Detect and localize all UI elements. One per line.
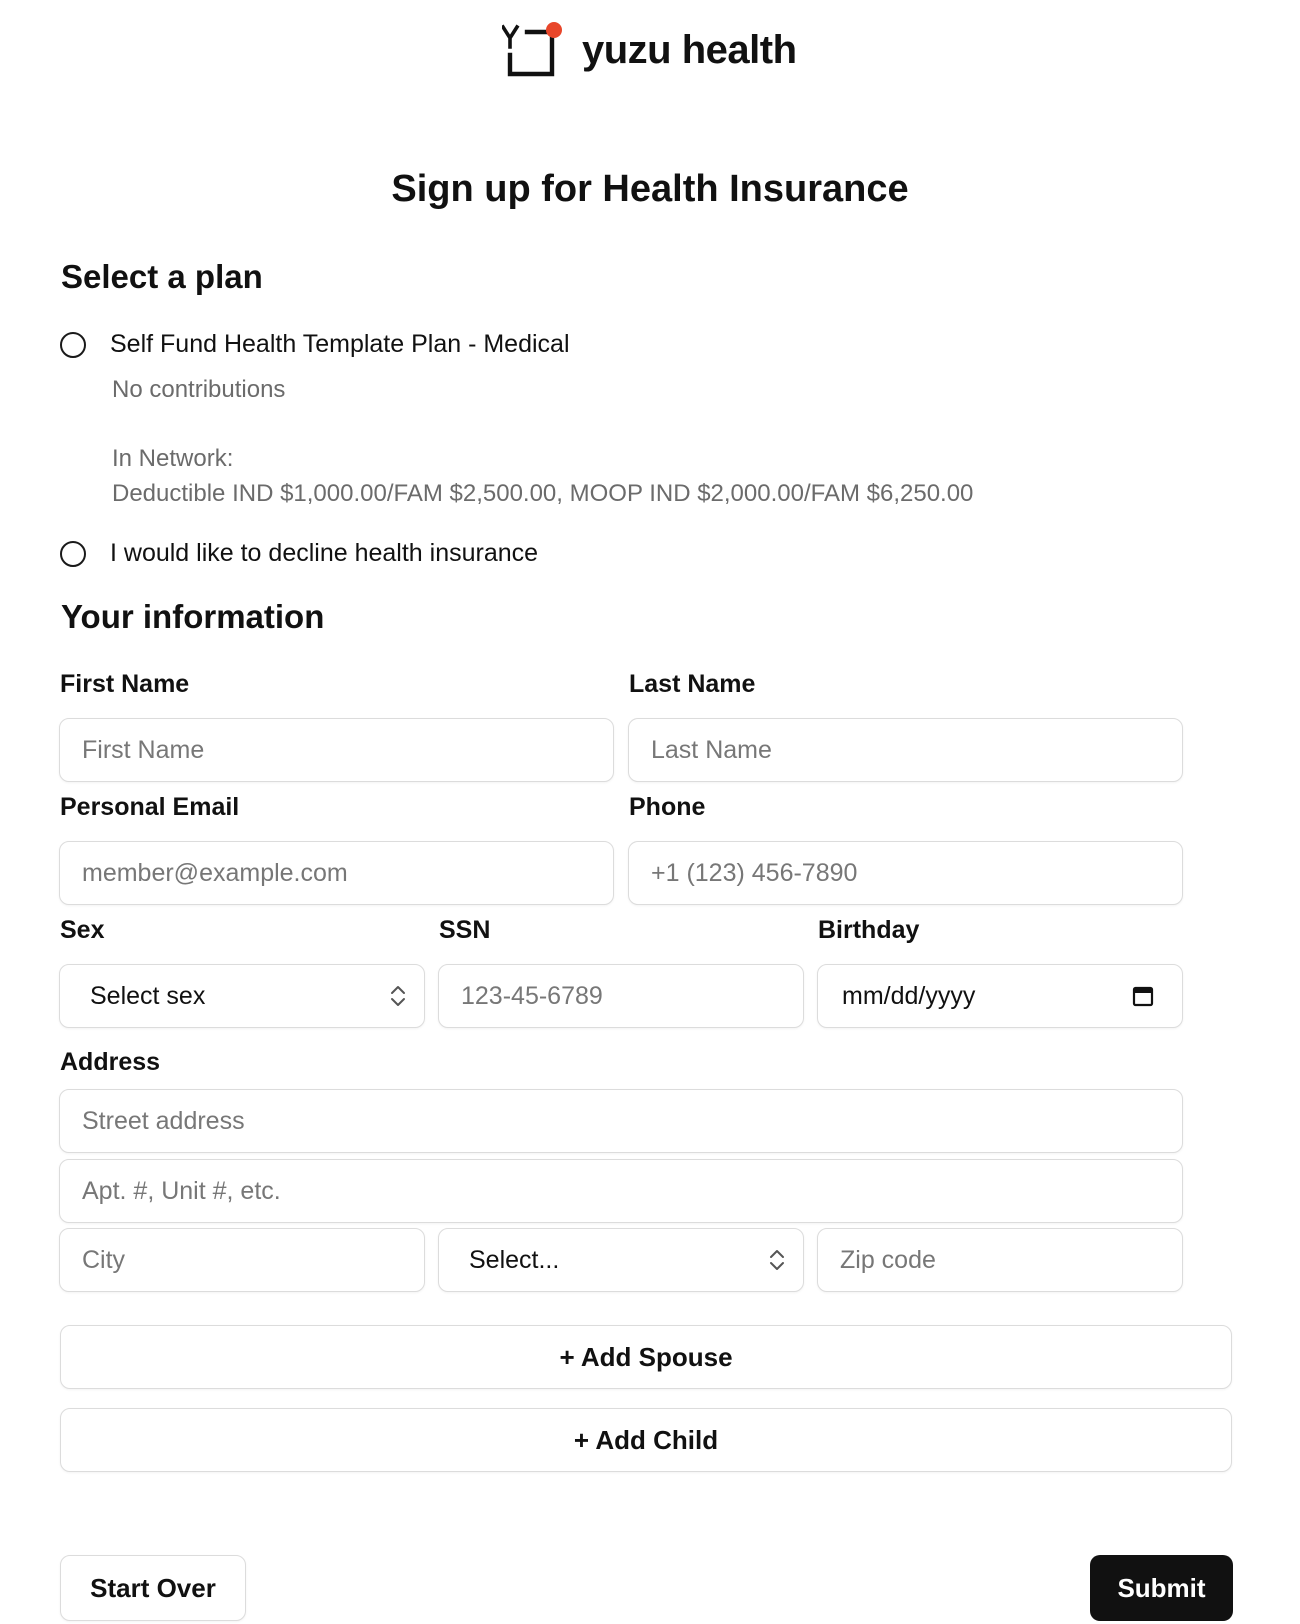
birthday-value: mm/dd/yyyy: [842, 981, 976, 1010]
zip-code-input[interactable]: [817, 1228, 1183, 1292]
start-over-button[interactable]: Start Over: [60, 1555, 246, 1621]
chevron-up-down-icon: [390, 983, 406, 1009]
email-input[interactable]: [59, 841, 614, 905]
brand-logo: [502, 18, 797, 82]
phone-label: Phone: [629, 793, 706, 821]
street-address-input[interactable]: [59, 1089, 1183, 1153]
yuzu-logo-icon: [502, 22, 562, 78]
plan-section-title: Select a plan: [61, 258, 263, 295]
ssn-label: SSN: [439, 916, 491, 944]
plan-option-decline[interactable]: [60, 539, 538, 568]
sex-select-value: Select sex: [90, 981, 206, 1010]
plan-option-medical[interactable]: [60, 330, 570, 359]
add-spouse-button[interactable]: + Add Spouse: [60, 1325, 1232, 1389]
chevron-up-down-icon: [769, 1247, 785, 1273]
sex-label: Sex: [60, 916, 105, 944]
email-label: Personal Email: [60, 793, 240, 821]
ssn-input[interactable]: [438, 964, 804, 1028]
sex-select[interactable]: [59, 964, 425, 1028]
last-name-input[interactable]: [628, 718, 1183, 782]
last-name-label: Last Name: [629, 670, 756, 698]
address-label: Address: [60, 1048, 161, 1076]
birthday-label: Birthday: [818, 916, 920, 944]
radio-button[interactable]: [60, 541, 86, 567]
brand-name: yuzu health: [582, 27, 797, 72]
birthday-input[interactable]: [817, 964, 1183, 1028]
phone-input[interactable]: [628, 841, 1183, 905]
radio-button[interactable]: [60, 332, 86, 358]
city-input[interactable]: [59, 1228, 425, 1292]
calendar-icon[interactable]: [1132, 985, 1154, 1007]
first-name-label: First Name: [60, 670, 190, 698]
plan-network-details: Deductible IND $1,000.00/FAM $2,500.00, MOOP IND $2,000.00/FAM $6,250.00: [112, 480, 974, 507]
state-select[interactable]: [438, 1228, 804, 1292]
page-title: Sign up for Health Insurance: [391, 168, 909, 210]
state-select-value: Select...: [469, 1245, 560, 1274]
plan-network-heading: In Network:: [112, 445, 234, 472]
unit-input[interactable]: [59, 1159, 1183, 1223]
plan-option-label: I would like to decline health insurance: [110, 539, 539, 567]
submit-button[interactable]: Submit: [1090, 1555, 1233, 1621]
info-section-title: Your information: [61, 598, 325, 635]
add-child-button[interactable]: + Add Child: [60, 1408, 1232, 1472]
plan-option-label: Self Fund Health Template Plan - Medical: [110, 330, 570, 358]
first-name-input[interactable]: [59, 718, 614, 782]
plan-contributions: No contributions: [112, 376, 286, 403]
